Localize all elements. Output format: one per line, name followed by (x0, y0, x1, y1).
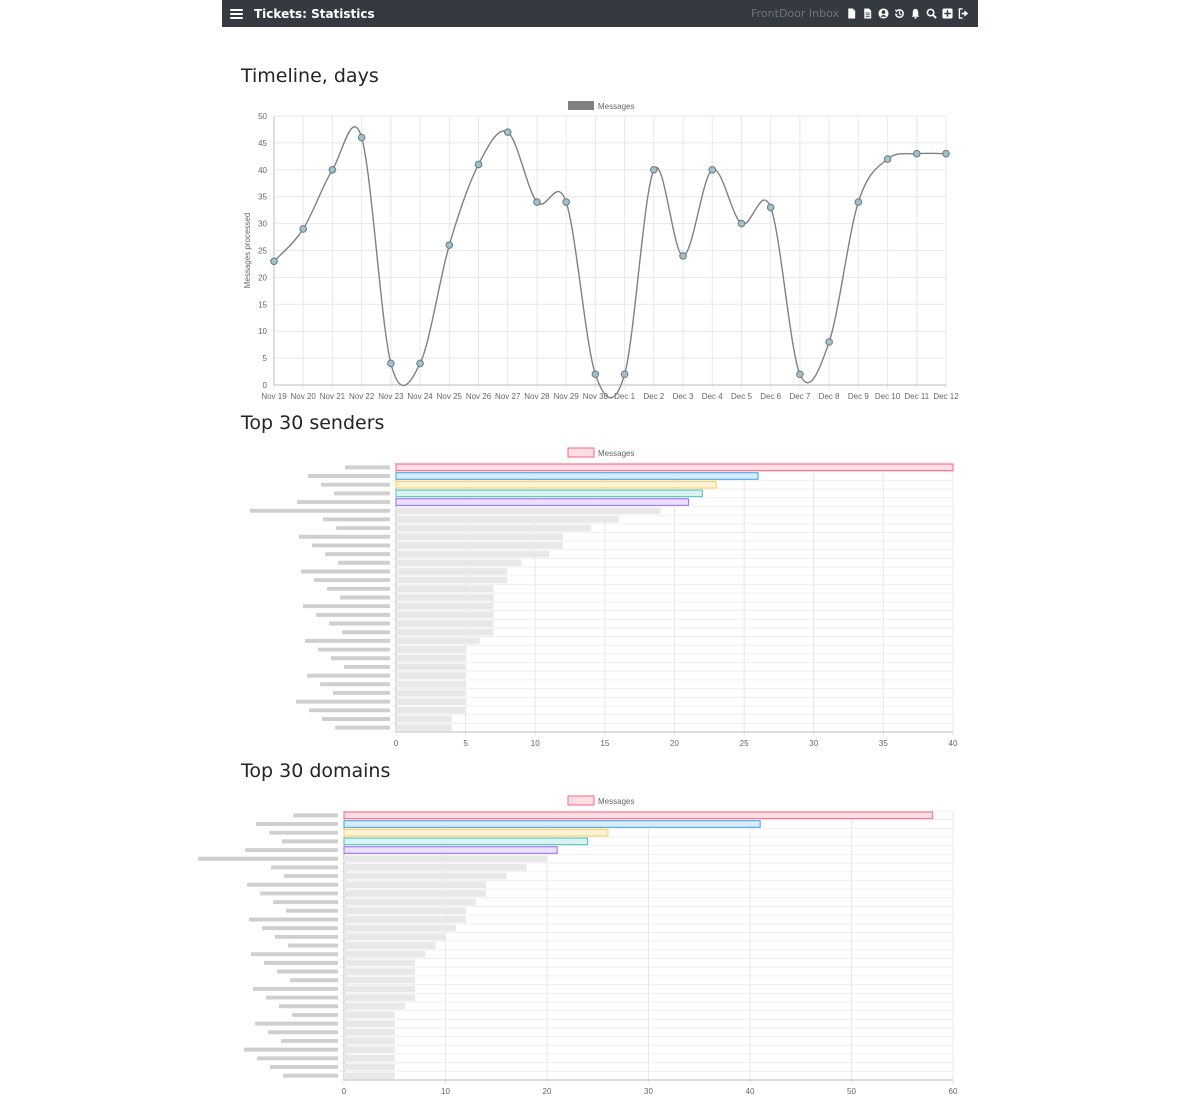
x-tick-label: Dec 2 (643, 392, 665, 401)
bar (344, 812, 933, 819)
user-circle-icon[interactable] (877, 7, 890, 20)
bar (396, 707, 466, 714)
bar (396, 620, 493, 627)
bar (396, 559, 521, 566)
obscured-category-label (268, 1030, 338, 1034)
x-tick-label: 10 (530, 739, 540, 748)
obscured-category-label (327, 587, 390, 591)
obscured-category-label (321, 483, 390, 487)
obscured-category-label (307, 674, 390, 678)
x-tick-label: Nov 29 (553, 392, 579, 401)
y-tick-label: 35 (258, 192, 267, 202)
bar (344, 1072, 395, 1079)
bar (344, 890, 486, 897)
x-tick-label: Nov 30 (582, 392, 609, 401)
obscured-category-label (303, 604, 390, 608)
x-tick-label: 40 (745, 1087, 755, 1096)
bar (396, 629, 493, 636)
obscured-category-label (334, 491, 390, 495)
y-tick-label: 15 (258, 300, 267, 310)
bar (396, 481, 716, 488)
data-point (504, 129, 511, 136)
obscured-category-label (325, 552, 390, 556)
bar (396, 672, 466, 679)
bar (344, 864, 527, 871)
x-tick-label: 20 (670, 739, 679, 748)
legend-swatch (568, 101, 594, 110)
obscured-category-label (282, 839, 338, 843)
bar (344, 899, 476, 906)
data-point (621, 371, 628, 378)
x-tick-label: Nov 25 (436, 392, 462, 401)
obscured-category-label (275, 935, 338, 939)
inbox-link[interactable]: FrontDoor Inbox (751, 7, 839, 20)
obscured-category-label (251, 952, 338, 956)
data-point (271, 258, 278, 265)
obscured-category-label (340, 596, 390, 600)
bar (396, 568, 507, 575)
obscured-category-label (314, 578, 390, 582)
x-tick-label: 10 (441, 1087, 450, 1096)
bar (396, 533, 563, 540)
bar (344, 821, 760, 828)
x-tick-label: 35 (878, 739, 888, 748)
x-tick-label: Nov 20 (290, 392, 316, 401)
bar (344, 1055, 395, 1062)
bar (396, 577, 507, 584)
obscured-category-label (318, 648, 390, 652)
data-point (767, 204, 774, 211)
x-tick-label: Dec 11 (904, 392, 930, 401)
obscured-category-label (257, 1056, 338, 1060)
obscured-category-label (297, 500, 390, 504)
obscured-category-label (244, 1048, 338, 1052)
bar (344, 986, 415, 993)
data-point (943, 150, 950, 157)
data-point (417, 360, 424, 367)
bar (344, 881, 486, 888)
obscured-category-label (292, 1013, 338, 1017)
bar (396, 499, 688, 506)
y-tick-label: 30 (258, 219, 267, 229)
document-lines-icon[interactable] (861, 7, 874, 20)
obscured-category-label (323, 517, 390, 521)
obscured-category-label (344, 665, 390, 669)
data-point (446, 242, 453, 249)
data-point (329, 167, 336, 174)
x-tick-label: 15 (600, 739, 610, 748)
obscured-category-label (336, 526, 390, 530)
x-tick-label: 25 (739, 739, 749, 748)
obscured-category-label (345, 465, 390, 469)
bar (396, 638, 480, 645)
x-tick-label: 40 (948, 739, 958, 748)
bar (396, 542, 563, 549)
timeline-title: Timeline, days (241, 65, 379, 87)
x-tick-label: Dec 12 (933, 392, 959, 401)
x-tick-label: Nov 28 (524, 392, 550, 401)
y-tick-label: 10 (258, 327, 267, 337)
bar (396, 724, 452, 731)
x-tick-label: 20 (542, 1087, 552, 1096)
bar (396, 655, 466, 662)
senders-title: Top 30 senders (241, 412, 385, 434)
bell-icon[interactable] (909, 7, 922, 20)
bar (396, 473, 758, 480)
legend-label: Messages (598, 797, 635, 806)
legend-label: Messages (598, 449, 635, 458)
menu-toggle-icon[interactable] (230, 9, 243, 19)
data-point (884, 156, 891, 163)
obscured-category-label (284, 874, 338, 878)
legend-label: Messages (598, 102, 635, 111)
obscured-category-label (338, 561, 390, 565)
sign-out-icon[interactable] (957, 7, 970, 20)
x-tick-label: Nov 21 (319, 392, 346, 401)
bar (344, 829, 608, 836)
bar (396, 612, 493, 619)
series-line-messages (274, 127, 946, 398)
y-tick-label: 45 (258, 138, 267, 148)
bar (396, 490, 702, 497)
x-tick-label: Dec 9 (847, 392, 869, 401)
x-tick-label: Dec 8 (818, 392, 840, 401)
bar (396, 586, 493, 593)
y-axis-label: Messages processed (243, 212, 252, 289)
y-tick-label: 0 (262, 381, 267, 390)
bar (344, 968, 415, 975)
data-point (475, 161, 482, 168)
obscured-category-label (320, 682, 390, 686)
domains-title: Top 30 domains (241, 760, 391, 782)
y-tick-label: 20 (258, 273, 267, 283)
bar (344, 1020, 395, 1027)
obscured-category-label (299, 535, 390, 539)
obscured-category-label (331, 656, 390, 660)
bar (344, 1012, 395, 1019)
obscured-category-label (309, 708, 390, 712)
obscured-category-label (288, 944, 338, 948)
obscured-category-label (335, 726, 390, 730)
x-tick-label: Dec 7 (789, 392, 811, 401)
obscured-category-label (277, 970, 338, 974)
obscured-category-label (273, 900, 338, 904)
data-point (388, 360, 395, 367)
bar (344, 951, 425, 958)
data-point (855, 199, 862, 206)
obscured-category-label (249, 917, 338, 921)
obscured-category-label (262, 926, 338, 930)
y-tick-label: 25 (258, 246, 267, 256)
x-tick-label: Nov 22 (348, 392, 375, 401)
timeline-chart (222, 95, 978, 405)
senders-chart (222, 442, 978, 752)
data-point (563, 199, 570, 206)
data-point (300, 226, 307, 233)
x-tick-label: 0 (393, 739, 399, 748)
bar (344, 1003, 405, 1010)
obscured-category-label (301, 569, 390, 573)
x-tick-label: 60 (948, 1087, 958, 1096)
document-icon[interactable] (845, 7, 858, 20)
data-point (534, 199, 541, 206)
obscured-category-label (253, 987, 338, 991)
history-icon[interactable] (893, 7, 906, 20)
bar (396, 525, 591, 532)
x-tick-label: 30 (809, 739, 819, 748)
bar (344, 925, 456, 932)
data-point (592, 371, 599, 378)
data-point (680, 253, 687, 260)
data-point (826, 339, 833, 346)
bar (396, 664, 466, 671)
legend-swatch (568, 796, 594, 805)
obscured-category-label (333, 691, 390, 695)
bar (396, 716, 452, 723)
x-tick-label: 5 (463, 739, 468, 748)
x-tick-label: Dec 3 (672, 392, 694, 401)
obscured-category-label (247, 883, 338, 887)
bar (396, 681, 466, 688)
obscured-category-label (296, 700, 390, 704)
x-tick-label: Dec 6 (760, 392, 782, 401)
plus-square-icon[interactable] (941, 7, 954, 20)
obscured-category-label (283, 1074, 338, 1078)
data-point (797, 371, 804, 378)
bar (344, 1064, 395, 1071)
obscured-category-label (271, 865, 338, 869)
obscured-category-label (255, 1022, 338, 1026)
obscured-category-label (312, 543, 390, 547)
obscured-category-label (269, 831, 338, 835)
data-point (358, 134, 365, 141)
bar (396, 603, 493, 610)
obscured-category-label (329, 622, 390, 626)
bar (344, 942, 435, 949)
bar (344, 873, 506, 880)
data-point (913, 150, 920, 157)
bar (344, 960, 415, 967)
x-tick-label: Dec 1 (614, 392, 636, 401)
data-point (738, 220, 745, 227)
data-point (709, 167, 716, 174)
x-tick-label: 0 (341, 1087, 347, 1096)
domains-chart (222, 790, 978, 1098)
bar (344, 934, 446, 941)
x-tick-label: 30 (644, 1087, 653, 1096)
obscured-category-label (270, 1065, 338, 1069)
search-icon[interactable] (925, 7, 938, 20)
obscured-category-label (281, 1039, 338, 1043)
top-navbar (222, 0, 978, 27)
bar (396, 698, 466, 705)
page-title: Tickets: Statistics (254, 6, 375, 21)
obscured-category-label (256, 822, 338, 826)
data-point (651, 167, 658, 174)
obscured-category-label (305, 639, 390, 643)
bar (344, 855, 547, 862)
bar (344, 1046, 395, 1053)
obscured-category-label (250, 509, 390, 513)
bar (396, 594, 493, 601)
bar (344, 907, 466, 914)
obscured-category-label (290, 978, 338, 982)
bar (344, 994, 415, 1001)
obscured-category-label (264, 961, 338, 965)
bar (344, 847, 557, 854)
x-tick-label: Nov 26 (465, 392, 492, 401)
obscured-category-label (286, 909, 338, 913)
obscured-category-label (198, 857, 338, 861)
bar (396, 690, 466, 697)
bar (344, 977, 415, 984)
bar (344, 838, 588, 845)
bar (344, 1029, 395, 1036)
x-tick-label: Dec 10 (874, 392, 901, 401)
obscured-category-label (308, 474, 390, 478)
legend-swatch (568, 448, 594, 457)
obscured-category-label (279, 1004, 338, 1008)
obscured-category-label (293, 813, 338, 817)
bar (396, 464, 953, 471)
obscured-category-label (260, 891, 338, 895)
navbar-icons (845, 7, 970, 20)
y-tick-label: 5 (262, 354, 267, 364)
bar (344, 916, 466, 923)
obscured-category-label (266, 996, 338, 1000)
y-tick-label: 50 (258, 112, 267, 121)
bar (396, 516, 619, 523)
x-tick-label: Dec 4 (701, 392, 723, 401)
x-tick-label: Nov 23 (378, 392, 404, 401)
y-tick-label: 40 (258, 165, 267, 175)
x-tick-label: 50 (847, 1087, 856, 1096)
x-tick-label: Nov 24 (407, 392, 433, 401)
obscured-category-label (245, 848, 338, 852)
x-tick-label: Dec 5 (731, 392, 752, 401)
bar (396, 507, 661, 514)
bar (396, 646, 466, 653)
obscured-category-label (322, 717, 390, 721)
x-tick-label: Nov 19 (261, 392, 287, 401)
obscured-category-label (342, 630, 390, 634)
bar (344, 1038, 395, 1045)
x-tick-label: Nov 27 (495, 392, 521, 401)
obscured-category-label (316, 613, 390, 617)
bar (396, 551, 549, 558)
